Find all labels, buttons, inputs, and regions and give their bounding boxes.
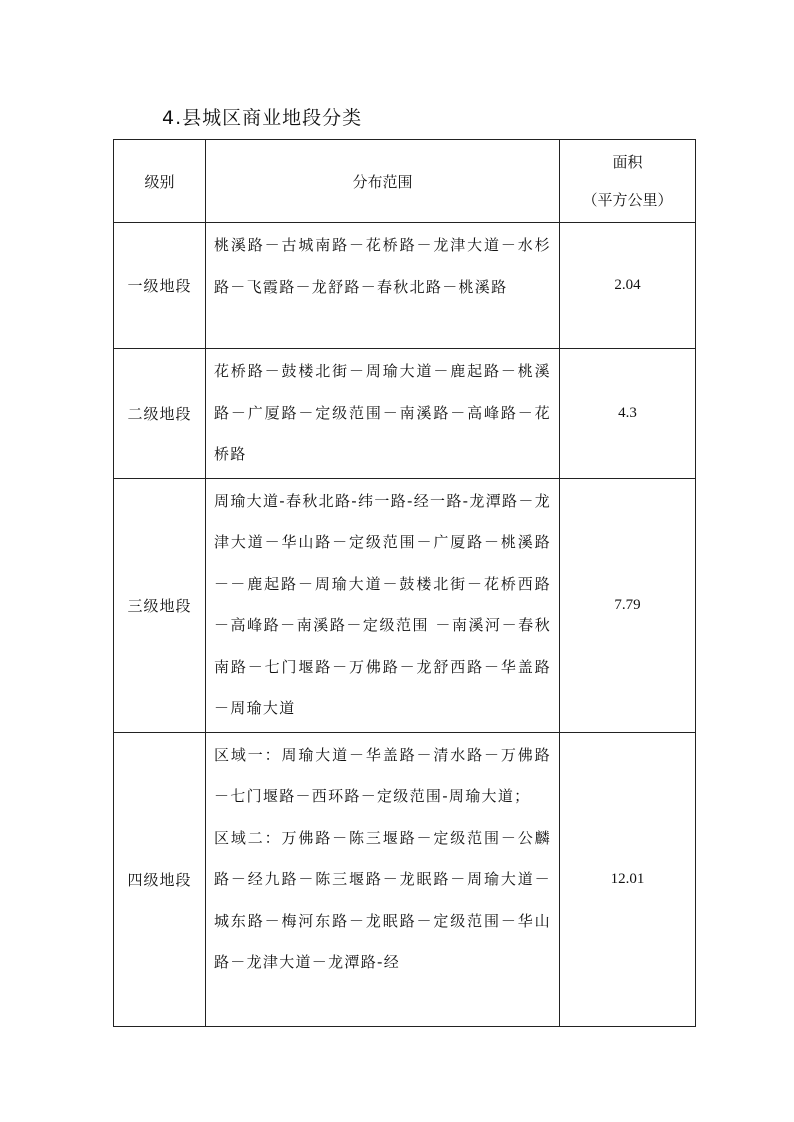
header-area-label: 面积 — [612, 153, 643, 171]
row-level: 四级地段 — [114, 732, 206, 1026]
row-area: 7.79 — [560, 478, 696, 732]
header-area-unit: （平方公里） — [582, 191, 673, 209]
row-area: 12.01 — [560, 732, 696, 1026]
row-range — [206, 478, 560, 732]
header-area — [560, 140, 696, 223]
range-text-zone-1: 区域一：周瑜大道－华盖路－清水路－万佛路－七门堰路－西环路－定级范围-周瑜大道； — [214, 745, 551, 805]
row-area: 4.3 — [560, 349, 696, 479]
header-range: 分布范围 — [206, 140, 560, 223]
section-title: 4.县城区商业地段分类 — [162, 107, 363, 129]
row-level: 三级地段 — [114, 478, 206, 732]
range-text: 花桥路－鼓楼北街－周瑜大道－鹿起路－桃溪路－广厦路－定级范围－南溪路－高峰路－花桥路 — [214, 362, 551, 463]
row-range — [206, 223, 560, 349]
range-text: 桃溪路－古城南路－花桥路－龙津大道－水杉路－飞霞路－龙舒路－春秋北路－桃溪路 — [214, 236, 551, 296]
row-area: 2.04 — [560, 223, 696, 349]
range-text: 周瑜大道-春秋北路-纬一路-经一路-龙潭路－龙津大道－华山路－定级范围－广厦路－桃溪路－－鹿起路－周瑜大道－鼓楼北街－花桥西路－高峰路－南溪路－定级范围 －南溪河－春秋南路－七门堰路－万佛路－龙舒西路－华盖路－周瑜大道 — [214, 491, 551, 717]
row-range — [206, 732, 560, 1026]
row-level: 一级地段 — [114, 223, 206, 349]
range-text-zone-2: 区域二：万佛路－陈三堰路－定级范围－公麟路－经九路－陈三堰路－龙眠路－周瑜大道－城东路－梅河东路－龙眠路－定级范围－华山路－龙津大道－龙潭路-经 — [214, 828, 551, 971]
commercial-zone-table — [113, 139, 696, 1027]
table-row — [114, 349, 696, 479]
header-level: 级别 — [114, 140, 206, 223]
row-range — [206, 349, 560, 479]
table-row — [114, 223, 696, 349]
table-header-row — [114, 140, 696, 223]
table-row — [114, 732, 696, 1026]
table-row — [114, 478, 696, 732]
row-level: 二级地段 — [114, 349, 206, 479]
